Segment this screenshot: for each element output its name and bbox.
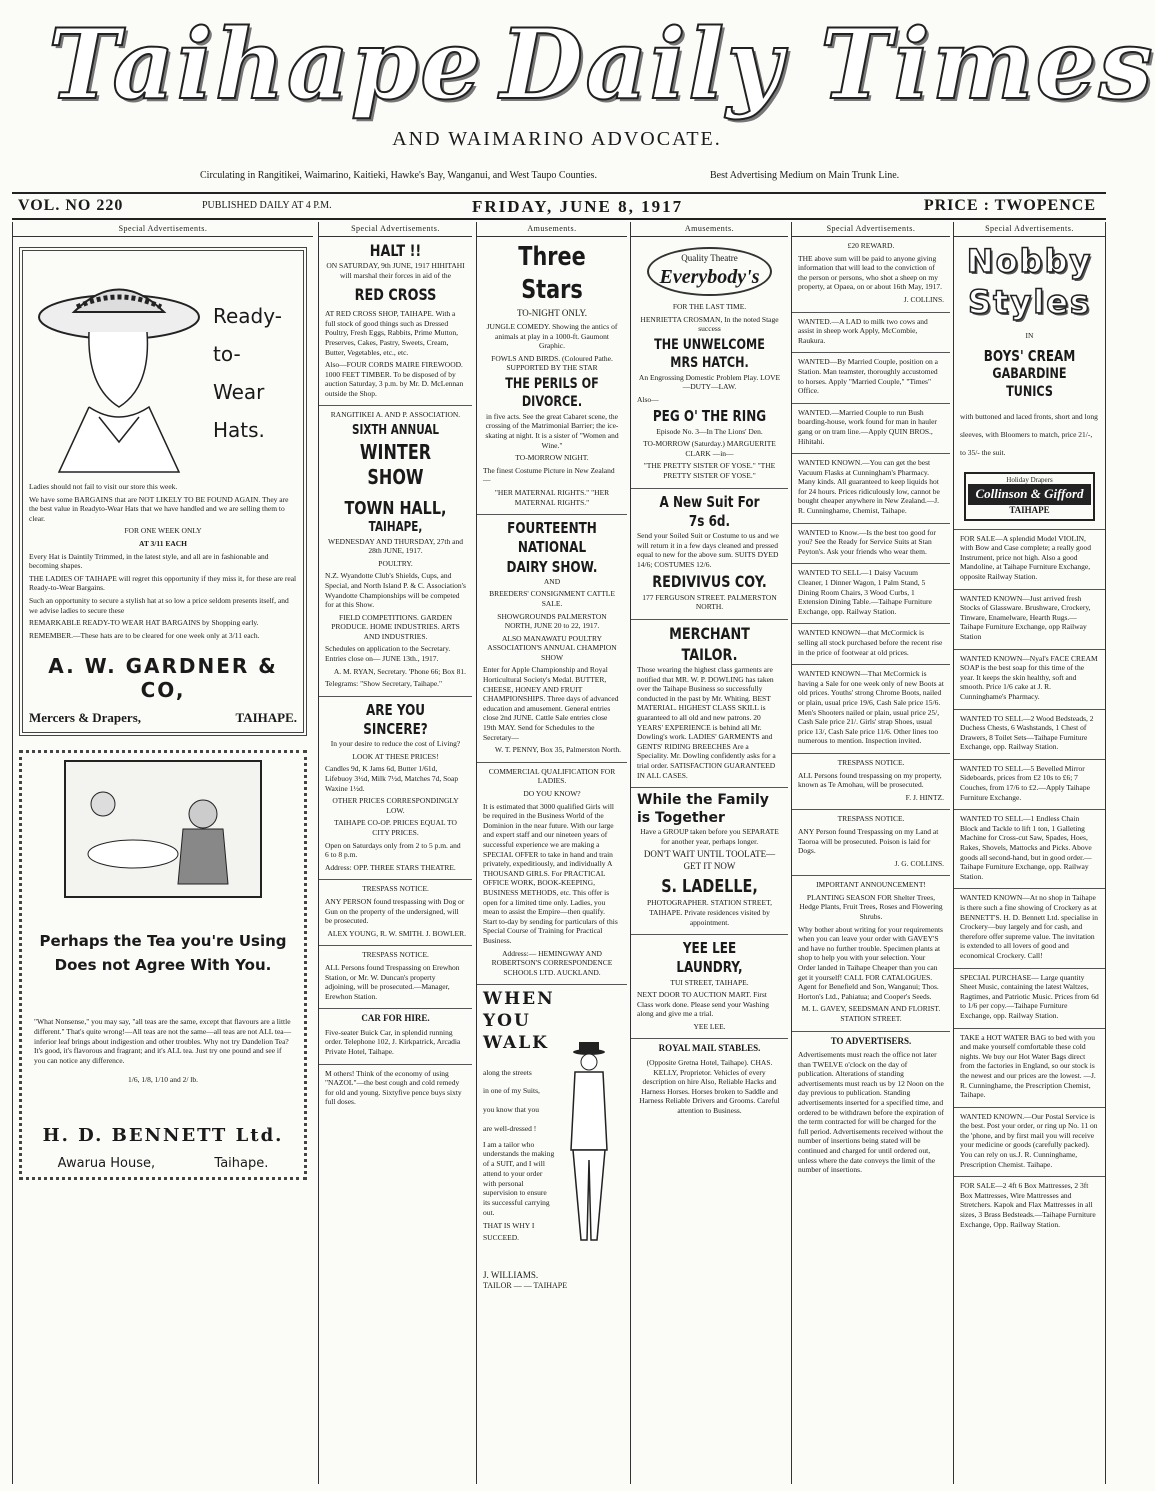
ad-paragraph: WANTED—By Married Couple, position on a Station. Man teamster, thoroughly accustomed to horses. Apply "Married Couple," "Times" Office. <box>798 357 938 396</box>
winter-show-ad <box>319 405 472 695</box>
ad-paragraph: WANTED KNOWN.—Our Postal Service is the best. Post your order, or ring up No. 11 on the 'phone, and by first mail you will receive your medicine or goods (carefully packed). You can rely on us.J. R. Cunninghame, Prescription Chemist. Taihape. <box>960 1111 1098 1169</box>
williams-trade: TAILOR — — TAIHAPE <box>483 1281 568 1291</box>
price: PRICE : TWOPENCE <box>923 197 1096 214</box>
williams-signature <box>483 1270 621 1282</box>
ad-paragraph: (Opposite Gretna Hotel, Taihape). CHAS. KELLY, Proprietor. Vehicles of every description on hire Also, Reliable Hacks and Harness Horses. Horses broken to Saddle and Harness Reliable Drivers and Grooms. Careful attention to Business. <box>639 1058 780 1115</box>
ad-paragraph: ANY PERSON found trespassing with Dog or Gun on the property of the undersigned, will be prosecuted. <box>325 896 465 926</box>
tea-headline: Perhaps the Tea you're Using Does not Agree With You. <box>39 932 287 975</box>
classified-ad <box>954 1028 1105 1107</box>
styles-heading: Styles <box>968 282 1091 321</box>
ad-paragraph: NEXT DOOR TO AUCTION MART. First Class work done. Please send your Washing along and give me a trial. <box>637 990 769 1019</box>
bennett-subline <box>28 1156 298 1171</box>
ad-paragraph: Advertisements must reach the office not later than TWELVE o'clock on the day of publication. Alterations of standing advertisements must reach us by 12 Noon on the day previous to publication. Standing advertisements inserted for a specified time, and ordered to be withdrawn before the expiration of the term contracted for will be charged for the full period. Advertisements received without the number of insertions being stated will be continued and charged for until ordered out, unless where the date conveys the limit of the number of insertions. <box>798 1050 944 1175</box>
ad-paragraph: In your desire to reduce the cost of Living? <box>330 739 461 749</box>
ad-paragraph: PLANTING SEASON FOR Shelter Trees, Hedge Plants, Fruit Trees, Roses and Flowering Shrubs. <box>799 892 943 922</box>
ad-paragraph: SUCCEED. <box>483 1233 520 1243</box>
classified-ad <box>954 589 1105 649</box>
ad-paragraph: RANGITIKEI A. AND P. ASSOCIATION. <box>330 410 461 420</box>
ad-paragraph: Send your Soiled Suit or Costume to us and we will return it in a few days cleaned and pressed equal to new for the above sum. SUITS DYED 14/6; COSTUMES 12/6. <box>637 531 779 569</box>
ad-paragraph: WANTED KNOWN—At no shop in Taihape is there such a fine showing of Crockery as at BENNETT'S. H. D. Bennett Ltd. specialise in Crockery—buy largely and for cash, and therefore offer supreme value. The invitation is extended to all lovers of good and economical Crockery. Call! <box>960 893 1098 960</box>
ad-paragraph: TO-NIGHT ONLY. <box>516 307 588 318</box>
ad-paragraph: Also— <box>637 394 659 404</box>
ad-heading: TRESPASS NOTICE. <box>362 884 429 894</box>
trespass-notice <box>319 879 472 945</box>
ad-paragraph: Five-seater Buick Car, in splendid running order. Telephone 102, J. Kirkpatrick, Arcadia Private Hotel, Taihape. <box>325 1027 461 1056</box>
ad-paragraph: WANTED KNOWN.—You can get the best Vacuum Flasks at Cunningham's Pharmacy. Many kinds. All guaranteed to keep liquids hot for 24 hours. Prices ridiculously low, cannot be bought cheaper anywhere in New Zealand.—J. R. Cunninghame, Chemist, Taihape. <box>798 458 940 516</box>
ad-paragraph: I am a tailor who understands the making of a SUIT, and I will attend to your order with personal supervision to ensure its successful carrying out. <box>483 1139 555 1217</box>
royal-mail-stables-ad <box>631 1038 788 1122</box>
column-header: Special Advertisements. <box>792 222 950 237</box>
column-header: Special Advertisements. <box>13 222 313 237</box>
redivivus-ad <box>631 488 788 619</box>
ad-paragraph: FOR THE LAST TIME. <box>672 302 747 312</box>
classified-ad <box>954 888 1105 967</box>
ad-paragraph: Open on Saturdays only from 2 to 5 p.m. and 6 to 8 p.m. <box>325 840 461 860</box>
ad-paragraph: are well-dressed ! <box>483 1123 537 1133</box>
wanted-ad <box>792 523 950 564</box>
column-4 <box>630 222 788 1484</box>
yee-lee-ad <box>631 934 788 1038</box>
ad-paragraph: Every Hat is Daintily Trimmed, in the latest style, and all are in fashionable and becoming shapes. <box>29 551 269 571</box>
ad-paragraph: "THE PRETTY SISTER OF YOSE." "THE PRETTY SISTER OF YOSE." <box>643 461 776 481</box>
ad-paragraph: along the streets <box>483 1067 532 1077</box>
ad-paragraph: Schedules on application to the Secretary. Entries close on— JUNE 13th., 1917. <box>325 644 451 664</box>
classified-ad <box>954 809 1105 888</box>
wanted-ad <box>792 623 950 664</box>
three-stars-ad <box>477 237 627 514</box>
ad-paragraph: WEDNESDAY AND THURSDAY, 27th and 28th JUNE, 1917. <box>328 536 463 556</box>
column-header: Amusements. <box>631 222 788 237</box>
hat-word: Ready- <box>213 304 282 328</box>
classified-ad <box>954 759 1105 809</box>
ad-paragraph: FOR SALE—2 4ft 6 Box Mattresses, 2 3ft Box Mattresses, Wire Mattresses and Stretchers. Kapok and Flax Mattresses in all sizes, 3 Brass Bedsteads.—Taihape Furniture Exchange, Opp. Railway Station. <box>960 1181 1096 1229</box>
merchant-heading: MERCHANT TAILOR. <box>669 624 750 664</box>
ad-paragraph: Such an opportunity to secure a stylish hat at so low a price seldom presents itself, and we advise ladies to secure these <box>29 595 289 615</box>
ad-heading: TRESPASS NOTICE. <box>362 950 429 960</box>
ladelle-heading: S. LADELLE, <box>661 876 758 898</box>
hat-word: Wear <box>213 380 265 404</box>
logo-main-text: Collinson & Gifford <box>968 484 1091 505</box>
classified-ad <box>954 529 1105 589</box>
ad-paragraph: OTHER PRICES CORRESPONDINGLY LOW. <box>332 796 459 815</box>
show-heading: SIXTH ANNUAL <box>351 423 440 439</box>
ad-paragraph: F. J. HINTZ. <box>905 792 944 802</box>
ad-heading: TRESPASS NOTICE. <box>837 814 905 824</box>
ad-paragraph: WANTED.—A LAD to milk two cows and assist in sheep work Apply, McCombie, Raukura. <box>798 316 928 345</box>
tunic-heading: GABARDINE TUNICS <box>992 365 1067 400</box>
column-header: Special Advertisements. <box>319 222 472 237</box>
ad-paragraph: Address: OPP. THREE STARS THEATRE. <box>325 862 456 872</box>
hat-word: to- <box>213 342 241 366</box>
ad-paragraph: Address:— HEMINGWAY AND ROBERTSON'S CORRESPONDENCE SCHOOLS LTD. AUCKLAND. <box>491 948 613 977</box>
ad-paragraph: AT RED CROSS SHOP, TAIHAPE. With a full stock of good things such as Dressed Poultry, Fresh Eggs, Rabbits, Prime Mutton, Preserves, Cakes, Pastry, Sweets, Cream, Butter, Vegetables, etc., etc. <box>325 309 459 357</box>
trespass-notice-2 <box>319 945 472 1008</box>
masthead <box>0 0 1155 181</box>
ad-paragraph: A. M. RYAN, Secretary. 'Phone 66; Box 81. <box>333 666 466 676</box>
column-2 <box>318 222 472 1484</box>
ad-paragraph: ALL Persons found trespassing on my property, known as Te Amohau, will be prosecuted. <box>798 770 942 790</box>
bennett-house: Awarua House, <box>57 1155 156 1171</box>
show-heading: TOWN HALL, <box>344 497 447 519</box>
ad-paragraph: DON'T WAIT UNTIL TOOLATE— GET IT NOW <box>643 849 776 871</box>
ad-paragraph: An Engrossing Domestic Problem Play. LOVE—DUTY—LAW. <box>638 372 781 392</box>
ad-heading: TRESPASS NOTICE. <box>837 757 905 767</box>
ad-paragraph: HENRIETTA CROSMAN, In the noted Stage success <box>640 314 779 334</box>
wanted-ad <box>792 352 950 402</box>
ad-paragraph: ALEX YOUNG, R. W. SMITH. J. BOWLER. <box>327 928 466 938</box>
feature-title: THE UNWELCOME MRS HATCH. <box>654 336 765 371</box>
column-header: Special Advertisements. <box>954 222 1105 237</box>
ad-paragraph: TO-MORROW (Saturday.) MARGUERITE CLARK —in— <box>643 439 776 458</box>
ad-paragraph: TAKE a HOT WATER BAG to bed with you and make yourself comfortable these cold nights. We buy our Hot Water Bags direct from the factories in England, so our stock is the newest and our prices are the lowest. —J. R. Cunninghame, the Prescription Chemist, Taihape. <box>960 1032 1096 1100</box>
ad-paragraph: WANTED KNOWN—That McCormick is having a Sale for one week only of new Boots at old prices. Youths' strong Chrome Boots, nailed or plain, usual price 19/6, Cash Sale price 15/6. Men's Shooters nailed or plain, usual price 25/, Cash Sale price 21/. Girls' strap Shoes, usual price 13/, Cash Sale price 11/6. Other lines too numerous to mention. Inspection invited. <box>798 669 944 746</box>
ad-heading: £20 REWARD. <box>847 241 895 250</box>
bennett-tea-ad <box>19 750 307 1180</box>
williams-name: J. WILLIAMS. <box>483 1269 539 1280</box>
hat-word: Hats. <box>213 418 265 442</box>
commercial-qualification-ad <box>477 762 627 984</box>
column-3 <box>476 222 627 1484</box>
ad-paragraph: Those wearing the highest class garments are notified that MR. W. P. DOWLING has taken over the Taihape Business so successfully conducted in the past by Mr. Whiting. BEST MATERIAL. HIGHEST CLASS SKILL is guaranteed to all old and new patrons. 20 YEARS' EXPERIENCE is behind all Mr. Dowling's work. LADIES' GARMENTS and GENTS' RIDING BREECHES Are a Speciality. Mr. Dowling confidently asks for a trial order. SATISFACTION GUARANTEED IN ALL CASES. <box>637 664 776 780</box>
ad-paragraph: J. COLLINS. <box>903 294 944 304</box>
ad-paragraph: The finest Costume Picture in New Zealand— <box>483 465 615 485</box>
gardner-subline <box>29 710 297 726</box>
ad-paragraph: WANTED.—Married Couple to run Bush boarding-house, work found for man in hauler gang or on tram line.—Apply QUIN BROS., Hihitahi. <box>798 407 937 446</box>
show-heading: WINTER SHOW <box>359 439 432 490</box>
issue-date: FRIDAY, JUNE 8, 1917 <box>472 197 684 216</box>
ad-paragraph: FOR ONE WEEK ONLY <box>124 526 202 536</box>
ad-paragraph: PHOTOGRAPHER. STATION STREET, TAIHAPE. Private residences visited by appointment. <box>647 898 772 927</box>
bennett-town: Taihape. <box>214 1155 269 1171</box>
feature-title: THE PERILS OF DIVORCE. <box>505 376 599 410</box>
ad-paragraph: THE above sum will be paid to anyone giving information that will lead to the conviction of the person or persons, who shot a sheep on my property, at Opaea, on or about 16th May, 1917. <box>798 253 942 292</box>
dateline <box>12 192 1106 220</box>
red-cross-ad <box>319 237 472 405</box>
ad-paragraph: WANTED TO SELL—1 Endless Chain Block and Tackle to lift 1 ton, 1 Galleting Machine for Cross-cut Saw, Spades, Hoes, Rakes, Shovels, Mattocks and Picks. Above goods all second-hand, but in good order.—Taihape Furniture Exchange, opp. Railway Station. <box>960 814 1092 881</box>
ad-paragraph: TAIHAPE CO-OP. PRICES EQUAL TO CITY PRICES. <box>334 818 457 837</box>
williams-tailor-ad <box>477 984 627 1293</box>
ad-paragraph: you know that you <box>483 1105 540 1115</box>
tea-body: "What Nonsense," you may say, "all teas are the same, except that flavours are a little different." That's quite wrong!—All teas are not the same—all teas are not ALL tea—inferior leaf brings about indigestion and other troubles. Why not try Dandelion Tea? It's good, it's flavorous and fragrant; and it's ALL tea. Just try one pound and see if you can notice any difference. <box>34 1017 292 1065</box>
nazol-ad <box>319 1064 472 1114</box>
ad-paragraph: TUI STREET, TAIHAPE. <box>670 977 749 987</box>
everybodys-theatre-ad <box>631 237 788 488</box>
ad-paragraph: REMARKABLE READY-TO WEAR HAT BARGAINS by Shopping early. <box>29 618 259 628</box>
classified-ad <box>954 1176 1105 1236</box>
ad-paragraph: in five acts. See the great Cabaret scene, the crossing of the Matrimonial Barrier; the ice-skating at night. It is a sister of "Women and Wine." <box>485 411 619 450</box>
column-6 <box>953 222 1106 1484</box>
ad-paragraph: We have some BARGAINS that are NOT LIKELY TO BE FOUND AGAIN. They are the best value in Readyto-Wear Hats that we have handled and we are selling them to clear. <box>29 494 289 523</box>
ad-paragraph: ALL Persons found Trespassing on Erewhon Station, or Mr. W. Duncan's property adjoining, will be prosecuted.—Manager, Erewhon Station. <box>325 962 460 1001</box>
ad-paragraph: WANTED TO SELL—5 Bevelled Mirror Sideboards, prices from £2 10s to £6; 7 Couches, from 17/6 to £2.—Apply Taihape Furniture Exchange. <box>960 763 1090 802</box>
logo-small-text: Holiday Drapers <box>1006 475 1053 484</box>
ad-paragraph: AT 3/11 EACH <box>138 538 188 548</box>
dairy-heading: FOURTEENTH NATIONAL DAIRY SHOW. <box>506 519 598 576</box>
nobby-heading: Nobby <box>966 242 1093 280</box>
walk-heading: WHEN YOU WALK <box>483 989 555 1053</box>
ad-paragraph: IN <box>1025 330 1034 340</box>
wanted-ad <box>792 312 950 353</box>
ad-paragraph: Episode No. 3—In The Lions' Den. <box>656 426 763 436</box>
ad-paragraph: Why bother about writing for your requirements when you can leave your order with GAVEY'S and have no further trouble. Specimen plants at shop to help you with your selection. Your Order landed in Taihape Cheaper than you can get it yourself! CALL FOR CATALOGUES. Agent for Benefield and Son, Wanganui; Thos. Horton's Ltd., Pahiatua; and Cooper's Seeds. <box>798 924 943 1001</box>
ad-heading: ROYAL MAIL STABLES. <box>658 1043 761 1054</box>
ad-paragraph: AND <box>543 576 561 586</box>
ad-paragraph: Enter for Apple Championship and Royal Horticultural Society's Medal. BUTTER, CHEESE, HONEY AND FRUIT CHAMPIONSHIPS. Three days of advanced education and amusement. General entries close 2nd JUNE. Cattle Sale entries close 19th MAY. Send for Schedules to the Secretary— <box>483 665 619 742</box>
gentleman-illustration <box>559 1040 619 1250</box>
masthead-word-taihape: Taihape <box>48 8 484 121</box>
tunic-heading: BOYS' CREAM <box>983 346 1076 365</box>
gardner-hat-ad <box>19 247 307 736</box>
redivivus-heading: REDIVIVUS COY. <box>652 572 767 592</box>
ladelle-photo-ad <box>631 787 788 934</box>
logo-town: TAIHAPE <box>1009 505 1050 516</box>
coop-heading: ARE YOU SINCERE? <box>363 700 428 739</box>
column-5 <box>791 222 950 1484</box>
ad-paragraph: M. L. GAVEY, SEEDSMAN AND FLORIST. STATION STREET. <box>801 1004 941 1023</box>
tea-prices: 1/6, 1/8, 1/10 and 2/ lb. <box>128 1075 198 1085</box>
logo-small-text: Quality Theatre <box>681 253 738 263</box>
trespass-notice <box>792 753 950 809</box>
classified-ad <box>954 709 1105 759</box>
ad-paragraph: "HER MATERNAL RIGHTS." "HER MATERNAL RIGHTS." <box>494 487 610 507</box>
wanted-ad <box>792 453 950 523</box>
suit-heading: A New Suit For 7s 6d. <box>659 492 760 530</box>
ad-paragraph: WANTED KNOWN—that McCormick is selling all stock purchased before the recent rise in the price of footwear at old prices. <box>798 628 943 657</box>
trespass-notice-2 <box>792 809 950 875</box>
dairy-show-ad <box>477 514 627 762</box>
ad-paragraph: in one of my Suits, <box>483 1086 540 1096</box>
feature-title: PEG O' THE RING <box>652 407 767 426</box>
column-1 <box>12 222 313 1484</box>
ad-paragraph: Telegrams: "Show Secretary, Taihape." <box>325 679 443 689</box>
subtitle: AND WAIMARINO ADVOCATE. <box>392 128 722 150</box>
ad-paragraph: 177 FERGUSON STREET. PALMERSTON NORTH. <box>642 592 777 612</box>
show-heading: TAIHAPE, <box>368 519 423 535</box>
coop-ad <box>319 696 472 880</box>
to-advertisers-notice <box>792 1031 950 1182</box>
ad-heading: CAR FOR HIRE. <box>361 1013 430 1024</box>
ad-paragraph: FOR SALE—A splendid Model VIOLIN, with Bow and Case complete; a really good Instrument, price not high. Also a good Mandoline, at Taihape Furniture Exchange, opposite Railway Station. <box>960 533 1092 581</box>
ad-paragraph: LOOK AT THESE PRICES! <box>352 751 439 761</box>
ad-paragraph: BREEDERS' CONSIGNMENT CATTLE SALE. <box>489 589 615 608</box>
wanted-ad <box>792 563 950 623</box>
classified-ad <box>954 649 1105 709</box>
ad-paragraph: THE LADIES OF TAIHAPE will regret this opportunity if they miss it, for these are real Ready-to-Wear Bargains. <box>29 573 297 593</box>
family-heading: While the Family is Together <box>637 792 769 826</box>
three-stars-heading: Three Stars <box>518 242 586 306</box>
everybodys-logo <box>647 247 772 296</box>
ad-paragraph: W. T. PENNY, Box 35, Palmerston North. <box>494 745 621 755</box>
tea-party-illustration <box>63 759 263 899</box>
ad-paragraph: Also—FOUR CORDS MAIRE FIREWOOD. 1000 FEET TIMBER. To be disposed of by auction Saturday, 3 p.m. by Mr. D. McLennan outside the Shop. <box>325 360 464 398</box>
ad-heading: IMPORTANT ANNOUNCEMENT! <box>816 880 926 890</box>
lady-in-hat-illustration <box>29 257 209 477</box>
nobby-styles-ad <box>954 237 1105 529</box>
ad-paragraph: ANY Person found Trespassing on my Land at Taoroa will be prosecuted. Poison is laid for Dogs. <box>798 826 939 856</box>
halt-heading: HALT !! <box>369 241 422 260</box>
ad-paragraph: Have a GROUP taken before you SEPARATE for another year, perhaps longer. <box>640 827 779 846</box>
ad-paragraph: YEE LEE. <box>693 1021 726 1031</box>
ad-paragraph: FIELD COMPETITIONS. GARDEN PRODUCE. HOME INDUSTRIES. ARTS AND INDUSTRIES. <box>331 612 460 641</box>
ad-paragraph: WANTED to Know.—Is the best too good for you? See the Ready for Service Suits at Stan Peyton's. Ask your friends who wear them. <box>798 527 936 556</box>
ad-paragraph: SPECIAL PURCHASE— Large quantity Sheet Music, containing the latest Waltzes, Ragtimes, and Patriotic Music. Prices from 6d to 1/6 per copy.—Taihape Furniture Exchange, opp. Railway Station. <box>960 972 1099 1020</box>
ad-paragraph: REMEMBER.—These hats are to be cleared for one week only at 3/11 each. <box>29 630 260 640</box>
collinson-gifford-logo <box>964 472 1095 521</box>
best-medium-line: Best Advertising Medium on Main Trunk Line. <box>710 170 900 181</box>
circulation-line: Circulating in Rangitikei, Waimarino, Kaitieki, Hawke's Bay, Wanganui, and West Taupo Counties. <box>200 170 597 181</box>
logo-main-text: Everybody's <box>659 265 760 288</box>
ad-paragraph: WANTED TO SELL—1 Daisy Vacuum Cleaner, 1 Dinner Wagon, 1 Palm Stand, 5 Dining Room Chairs, 3 Wood Curbs, 1 Extension Dining Table.—Taihape Furniture Exchange, opp. Railway Station. <box>798 568 932 616</box>
reward-ad <box>792 237 950 312</box>
ad-paragraph: WANTED KNOWN—Nyal's FACE CREAM SOAP is the best soap for this time of the year. It keeps the skin healthy, soft and smooth. Price 1/6 cake at J. R. Cunninghame's Pharmacy. <box>960 653 1098 701</box>
masthead-word-daily: Daily <box>500 8 785 121</box>
ad-paragraph: JUNGLE COMEDY. Showing the antics of animals at play in a 1000-ft. Gaumont Graphic. <box>486 322 618 351</box>
gardner-town: TAIHAPE. <box>235 710 297 726</box>
gardner-trade: Mercers & Drapers, <box>29 710 142 726</box>
red-cross-heading: RED CROSS <box>354 284 437 304</box>
ad-paragraph: DO YOU KNOW? <box>523 789 581 799</box>
ad-paragraph: FOWLS AND BIRDS. (Coloured Pathe. SUPPORTED BY THE STAR <box>491 353 613 373</box>
ad-paragraph: J. G. COLLINS. <box>894 858 944 868</box>
ad-paragraph: ALSO MANAWATU POULTRY ASSOCIATION'S ANNUAL CHAMPION SHOW <box>487 633 617 662</box>
masthead-word-times: Times <box>820 8 1155 121</box>
wanted-ad <box>792 403 950 453</box>
ad-paragraph: ON SATURDAY, 9th JUNE, 1917 HIHITAHI will marshal their forces in aid of the <box>326 261 465 281</box>
ad-paragraph: SHOWGROUNDS PALMERSTON NORTH, JUNE 20 to 22, 1917. <box>497 611 607 631</box>
ad-paragraph: M others! Think of the economy of using "NAZOL"—the best cough and cold remedy for old and young. Sixtyfive pence buys sixty full doses. <box>325 1068 462 1107</box>
ad-heading: TO ADVERTISERS. <box>830 1035 912 1046</box>
ad-paragraph: Candles 9d, K Jams 6d, Butter 1/61d, Lifebuoy 3½d, Milk 7½d, Matches 7d, Soap Waxine 1½d. <box>325 764 459 793</box>
ad-paragraph: It is estimated that 3000 qualified Girls will be required in the Business World of the Dominion in the near future. With our large and expert staff and our nineteen years of successful experience we are making a SPECIAL OFFER to take in hand and train privately, expeditiously, and individually A THOUSAND GIRLS. For PRACTICAL OFFICE WORK, BOOK-KEEPING, BUSINESS METHODS, etc. This offer is open for a limited time only. Ladies, you mean to assist the Empire—then qualify. Start to-day by sending for particulars of this Special Course of Training for Practical Business. <box>483 801 618 945</box>
hat-headline <box>213 297 283 449</box>
wanted-ad <box>792 664 950 753</box>
ad-paragraph: WANTED TO SELL—2 Wood Bedsteads, 2 Duchess Chests, 6 Washstands, 1 Chest of Drawers, 8 Toilet Sets—Taihape Furniture Exchange, opp. Railway Station. <box>960 713 1094 752</box>
ad-paragraph: THAT IS WHY I <box>483 1220 535 1230</box>
car-for-hire-ad <box>319 1008 472 1063</box>
gavey-seedsman-ad <box>792 875 950 1030</box>
bennett-firm-name: H. D. BENNETT Ltd. <box>42 1124 284 1146</box>
ad-paragraph: POULTRY. <box>378 558 413 568</box>
ad-heading: COMMERCIAL QUALIFICATION FOR LADIES. <box>488 766 616 786</box>
classified-ad <box>954 1107 1105 1177</box>
volume-number: VOL. NO 220 <box>18 197 124 214</box>
ad-paragraph: WANTED KNOWN—Just arrived fresh Stocks of Glassware. Brushware, Crockery, Tinware, Enamelware, Hearth Rugs.—Taihape Furniture Exchange, opp Railway Station <box>960 593 1091 641</box>
gardner-firm-name: A. W. GARDNER & CO, <box>48 654 278 703</box>
ad-paragraph: with buttoned and laced fronts, short and long sleeves, with Bloomers to match, price 21/-, to 35/- the suit. <box>960 411 1098 457</box>
classified-ad <box>954 968 1105 1028</box>
merchant-tailor-ad <box>631 619 788 787</box>
ad-paragraph: TO-MORROW NIGHT. <box>515 453 589 463</box>
ad-paragraph: Ladies should not fail to visit our store this week. <box>29 482 178 491</box>
published-note: PUBLISHED DAILY AT 4 P.M. <box>202 200 332 211</box>
yee-lee-heading: YEE LEE LAUNDRY, <box>676 939 743 977</box>
column-header: Amusements. <box>477 222 627 237</box>
ad-paragraph: N.Z. Wyandotte Club's Shields, Cups, and Special, and North Island P. & C. Association's Wyandotte Championships will be competed for at this Show. <box>325 571 466 610</box>
